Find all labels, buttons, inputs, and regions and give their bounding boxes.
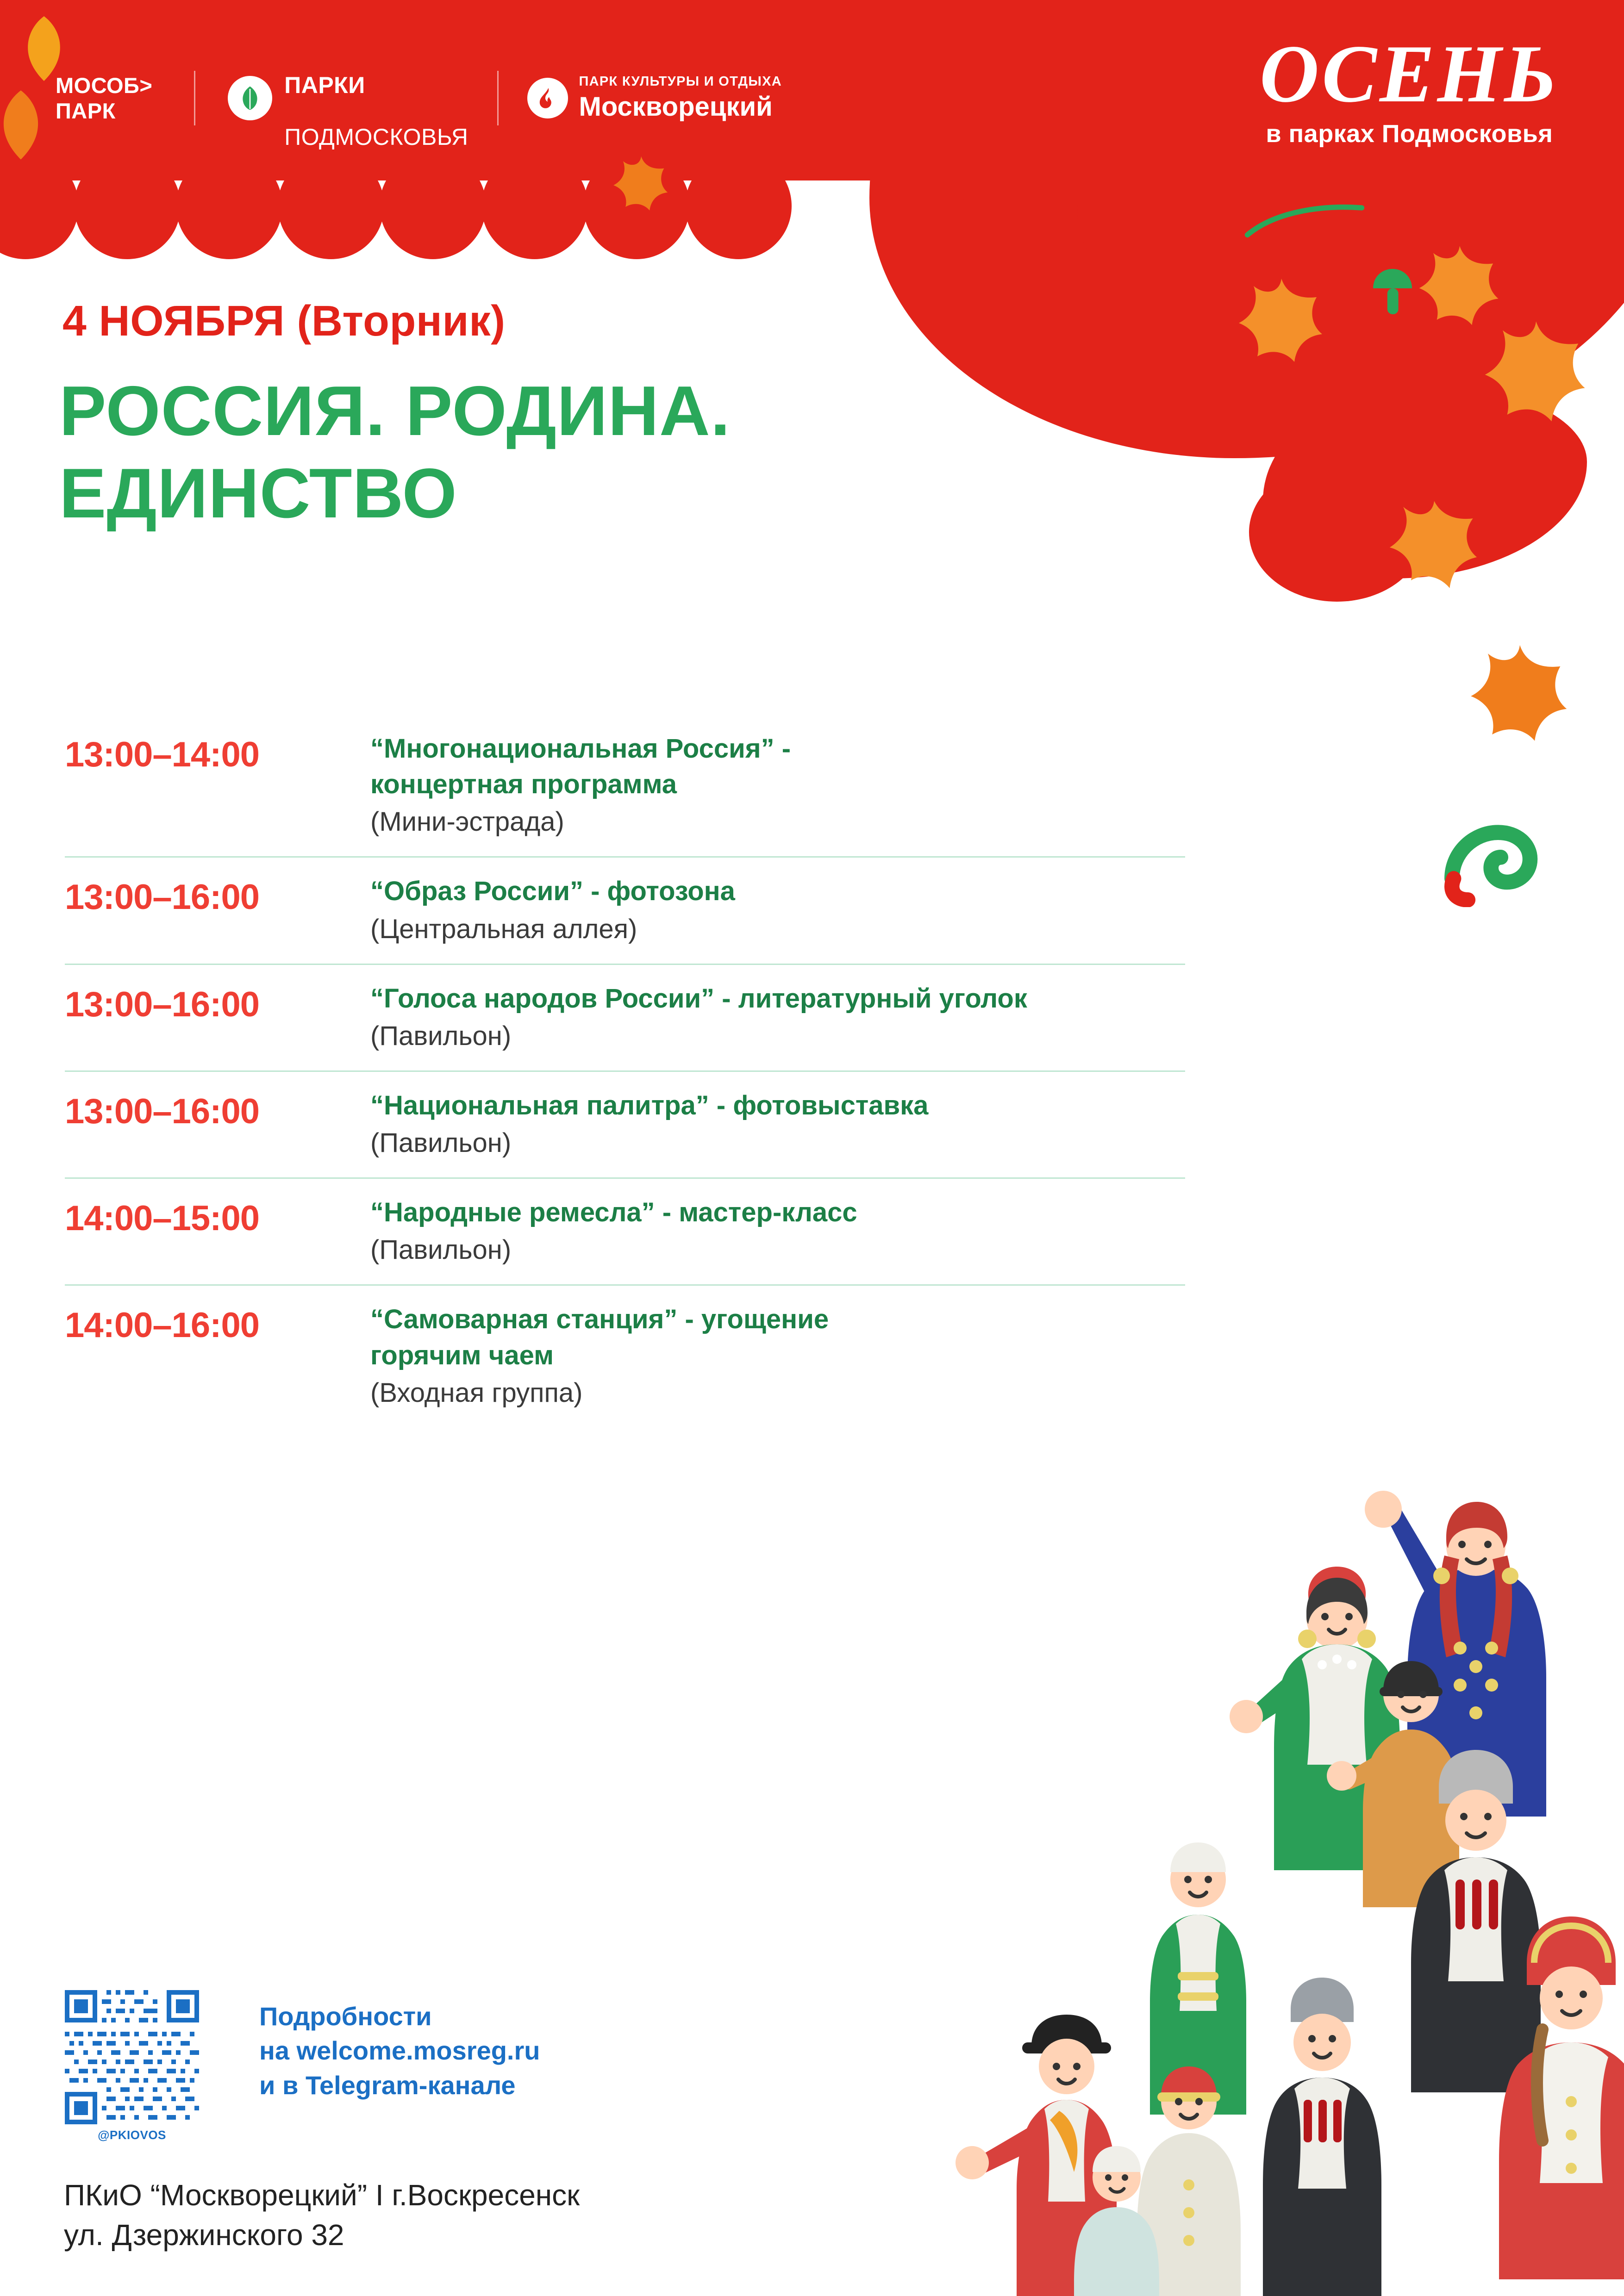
schedule-row <box>65 1072 1185 1179</box>
schedule-time: 13:00–16:00 <box>65 1091 260 1131</box>
date-heading: 4 НОЯБРЯ (Вторник) <box>62 297 506 345</box>
parki-line-1: ПАРКИ <box>284 72 365 98</box>
schedule-time: 14:00–16:00 <box>65 1306 260 1345</box>
schedule-time: 13:00–14:00 <box>65 735 260 774</box>
scallop-decor <box>380 153 486 259</box>
logo-row <box>56 46 782 150</box>
leaf-icon <box>1235 273 1328 366</box>
leaf-icon <box>1480 315 1592 426</box>
park-kind-label: ПАРК КУЛЬТУРЫ И ОТДЫХА <box>579 74 782 89</box>
schedule-event-title: “Национальная палитра” - фотовыставка <box>370 1090 929 1120</box>
schedule-row <box>65 965 1185 1072</box>
schedule-event-place: (Центральная аллея) <box>370 914 637 944</box>
swirl-icon <box>1434 815 1541 907</box>
schedule-event <box>370 873 1185 946</box>
campaign-word: ОСЕНЬ <box>1259 28 1559 119</box>
parki-logo-text <box>284 46 468 150</box>
scallop-decor <box>685 153 792 259</box>
leaf-icon <box>0 88 56 162</box>
logo-divider <box>497 71 499 125</box>
schedule-event-place: (Павильон) <box>370 1128 512 1158</box>
leaf-icon <box>1383 495 1485 602</box>
schedule-time: 14:00–15:00 <box>65 1199 260 1238</box>
schedule-event-title: “Самоварная станция” - угощение горячим чаем <box>370 1304 829 1370</box>
schedule-event-place: (Павильон) <box>370 1235 512 1265</box>
mushroom-icon <box>1360 259 1425 324</box>
moskvoretsky-logo-text <box>579 75 782 122</box>
parki-line-2: ПОДМОСКОВЬЯ <box>284 124 468 150</box>
parki-podmoskovya-logo <box>228 46 468 150</box>
schedule-event-title: “Образ России” - фотозона <box>370 876 735 907</box>
schedule-event <box>370 981 1185 1054</box>
leaf-icon <box>1467 639 1573 745</box>
page-title: РОССИЯ. РОДИНА. ЕДИНСТВО <box>59 372 731 533</box>
mosoblpark-logo: МОСОБ> ПАРК <box>56 73 153 123</box>
schedule-event-title: “Многонациональная Россия” - концертная программа <box>370 734 791 800</box>
campaign-subtitle: в парках Подмосковья <box>1266 120 1553 148</box>
red-blob <box>883 176 967 250</box>
moskvoretsky-logo <box>527 75 782 122</box>
schedule-event <box>370 1088 1185 1161</box>
schedule-time: 13:00–16:00 <box>65 984 260 1024</box>
schedule-event-place: (Павильон) <box>370 1020 512 1051</box>
schedule-time: 13:00–16:00 <box>65 877 260 917</box>
park-name-label: Москворецкий <box>579 92 773 122</box>
leaf-icon <box>611 153 671 213</box>
leaf-icon <box>228 76 272 120</box>
logo-divider <box>194 71 195 125</box>
schedule-list <box>65 715 1185 1427</box>
schedule-event-place: (Мини-эстрада) <box>370 807 564 837</box>
scallop-decor <box>481 153 588 259</box>
scallop-decor <box>74 153 181 259</box>
qr-caption: @PKIOVOS <box>98 2128 166 2142</box>
qr-code-image <box>65 1990 199 2124</box>
schedule-row <box>65 715 1185 858</box>
schedule-row <box>65 1286 1185 1427</box>
schedule-row <box>65 1179 1185 1286</box>
campaign-wordmark <box>1259 28 1559 148</box>
schedule-event-title: “Голоса народов России” - литературный уголок <box>370 983 1027 1014</box>
twig-icon <box>1244 194 1365 245</box>
schedule-event <box>370 1195 1185 1268</box>
schedule-event-place: (Входная группа) <box>370 1377 583 1408</box>
flame-icon <box>527 78 568 118</box>
qr-code[interactable] <box>65 1990 199 2124</box>
address-text: ПКиО “Москворецкий” I г.Воскресенск ул. Дзержинского 32 <box>64 2178 580 2252</box>
schedule-event <box>370 1301 1185 1410</box>
scallop-decor <box>278 153 384 259</box>
qr-block[interactable] <box>65 1990 199 2142</box>
details-text: Подробности на welcome.mosreg.ru и в Telegram-канале <box>259 2002 540 2100</box>
schedule-row <box>65 858 1185 964</box>
schedule-event <box>370 731 1185 840</box>
schedule-event-title: “Народные ремесла” - мастер-класс <box>370 1197 857 1228</box>
scallop-decor <box>176 153 282 259</box>
